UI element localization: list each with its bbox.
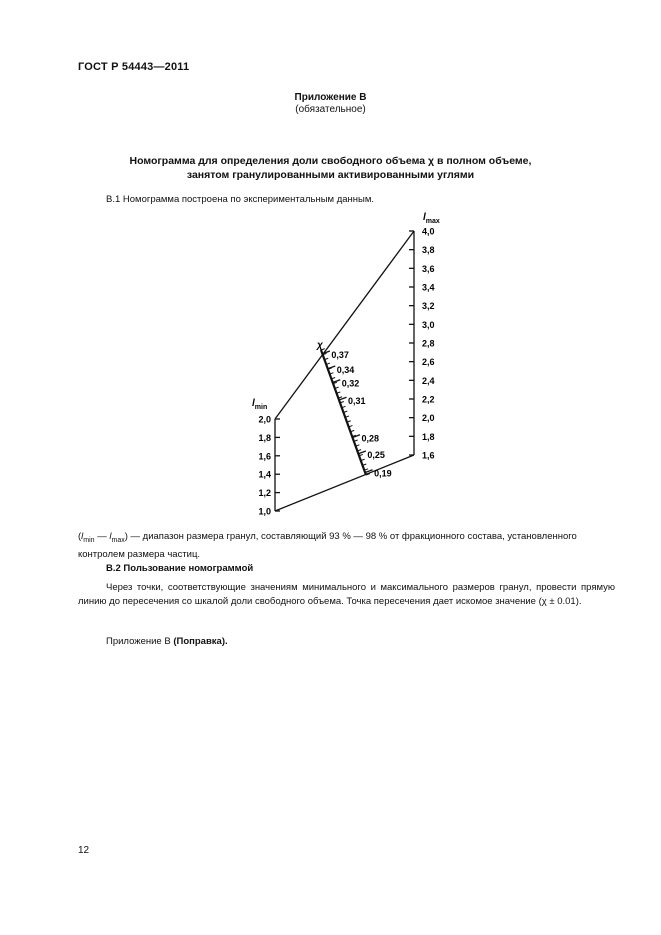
chi-tick-label: 0,28 [361,433,380,444]
lmax-tick-label: 3,2 [422,301,435,312]
lmin-tick-label: 1,4 [258,469,271,480]
lmax-tick-label: 3,0 [422,319,435,330]
chi-tick-mark [358,451,366,454]
nomogram-title-line2: занятом гранулированными активированными углями [186,169,475,181]
lmax-tick-label: 3,8 [422,245,435,256]
lmax-ticks [409,227,435,461]
lower-line [275,455,414,511]
lmax-tick-label: 2,6 [422,357,435,368]
section-b2-title: В.2 Пользование номограммой [106,563,254,574]
page-number: 12 [78,845,90,856]
paragraph-b1: В.1 Номограмма построена по экспериментальным данным. [106,194,375,205]
lmax-tick-label: 2,4 [422,375,435,386]
chi-tick-label: 0,32 [341,378,360,389]
chi-tick-label: 0,25 [367,449,385,460]
chi-tick-label: 0,34 [336,364,355,375]
lmin-tick-label: 1,6 [258,451,271,462]
upper-line [275,231,414,419]
lmin-label: $l_{min}$ [252,398,268,411]
legend-text: ($l_{min}$ — $l_{max}$) — диапазон размера гранул, составляющий 93 % — 98 % от фракционного состава, установленного контролем размера частиц. [78,531,577,560]
chi-ticks [321,349,392,479]
amendment-note: Приложение В (Поправка). [106,636,228,647]
lmax-tick-label: 2,8 [422,338,435,349]
lmax-tick-label: 4,0 [422,226,435,237]
lmax-tick-label: 3,4 [422,282,435,293]
lmin-tick-label: 1,8 [258,432,271,443]
lmax-tick-label: 1,8 [422,431,435,442]
chi-tick-label: 0,31 [348,396,366,406]
lmax-tick-label: 3,6 [422,263,435,274]
lmin-tick-label: 1,0 [258,506,271,517]
appendix-title: Приложение В [294,92,367,103]
chi-label: χ [317,340,323,351]
paragraph-b2: Через точки, соответствующие значениям минимального и максимального размеров гранул, провести прямую линию до пересечения со шкалой доли свободного объема. Точка пересечения дает искомое значение (χ ± 0.01). [78,582,615,607]
lmax-label: $l_{max}$ [423,212,440,225]
lmin-tick-label: 2,0 [258,414,271,425]
lmin-ticks [258,415,280,517]
lmax-tick-label: 1,6 [422,450,435,461]
lmax-tick-label: 2,2 [422,394,435,405]
document-header: ГОСТ Р 54443—2011 [78,61,190,73]
lmax-tick-label: 2,0 [422,413,435,424]
chi-tick-label: 0,37 [331,349,349,360]
nomogram-title-line1: Номограмма для определения доли свободного объема χ в полном объеме, [129,155,532,167]
chi-tick-label: 0,19 [374,468,392,479]
appendix-subtitle: (обязательное) [295,104,366,115]
lmin-tick-label: 1,2 [258,488,271,499]
